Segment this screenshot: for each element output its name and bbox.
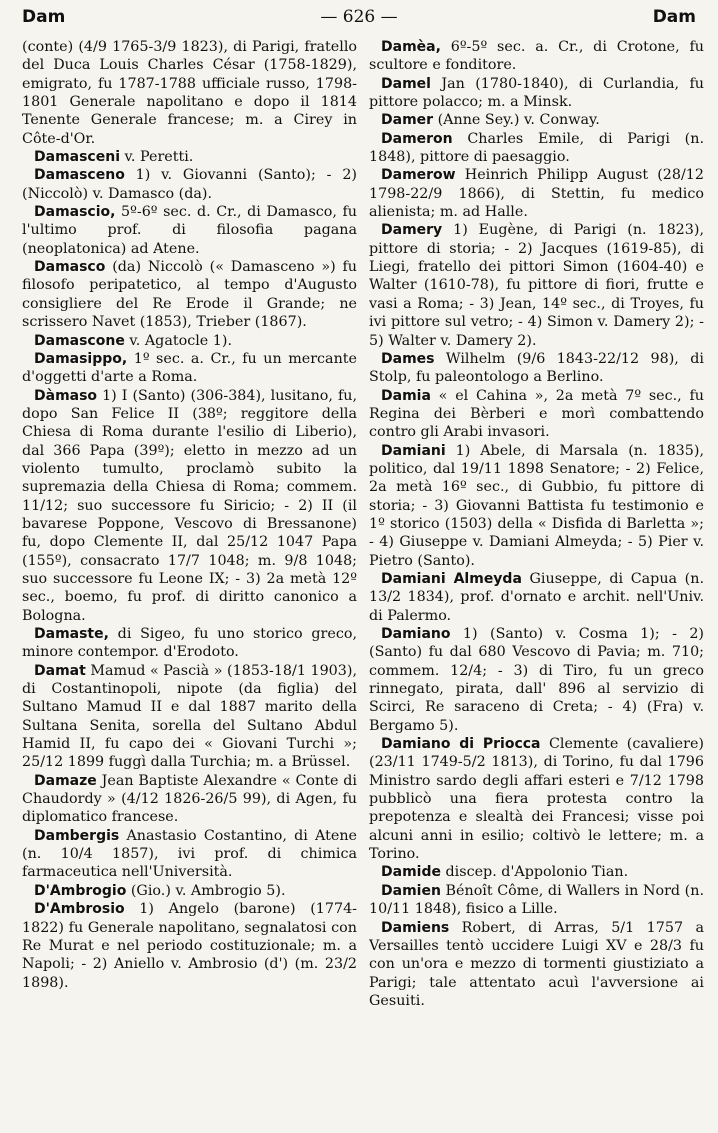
entry-text: Giuseppe, di Capua (n. 13/2 1834), prof. d'ornato e archit. nell'Univ. di Palermo.	[369, 570, 704, 624]
dictionary-entry	[22, 203, 357, 258]
dictionary-entry	[22, 387, 357, 625]
entry-text: v. Agatocle 1).	[124, 332, 232, 349]
dictionary-entry	[369, 166, 704, 221]
entry-text: 6º-5º sec. a. Cr., di Crotone, fu scultore e fonditore.	[369, 39, 704, 74]
dictionary-entry	[369, 863, 704, 881]
dictionary-entry	[369, 130, 704, 167]
entry-headword: Damien	[381, 882, 441, 899]
right-column	[369, 38, 704, 1125]
entry-text: 5º-6º sec. d. Cr., di Damasco, fu l'ultimo prof. di filosofia pagana (neoplatonica) ad Atene.	[22, 204, 357, 257]
entry-headword: Dàmaso	[34, 387, 98, 404]
entry-headword: Dambergis	[34, 827, 120, 844]
running-head-right: Dam	[652, 7, 696, 27]
entry-text: 1) (Santo) v. Cosma 1); - 2) (Santo) fu dal 680 Vescovo di Pavia; m. 710; commem. 12/4; - 3) di Tiro, fu un greco rinnegato, pirata, dall' 896 al servizio di Scirci, Re saraceno di Creta; - 4) (Fra) v. Bergamo 5).	[369, 626, 704, 734]
left-column	[22, 38, 357, 1125]
dictionary-entry	[22, 625, 357, 662]
entry-text: (Anne Sey.) v. Conway.	[433, 112, 600, 129]
entry-headword: Damaze	[34, 772, 97, 789]
dictionary-entry	[22, 38, 357, 148]
dictionary-entry	[369, 570, 704, 625]
page-header	[22, 4, 696, 30]
entry-headword: Damasceno	[34, 167, 125, 184]
dictionary-entry	[369, 111, 704, 129]
dictionary-entry	[22, 148, 357, 166]
entry-text: 1) Eugène, di Parigi (n. 1823), pittore di storia; - 2) Jacques (1619-85), di Liegi, fratello dei pittori Simon (1604-40) e Walter (1610-78), fu pittore di fiori, frutte e vasi a Roma; - 3) Jean, 14º sec., di Troyes, fu ivi pittore sul vetro; - 4) Simon v. Damery 2); - 5) Walter v. Damery 2).	[369, 222, 704, 349]
dictionary-entry	[22, 772, 357, 827]
dictionary-entry	[369, 919, 704, 1011]
entry-headword: Damasippo,	[34, 350, 128, 367]
dictionary-entry	[369, 350, 704, 387]
entry-headword: Damascone	[34, 332, 125, 349]
entry-headword: D'Ambrosio	[34, 901, 125, 918]
entry-headword: Damiani Almeyda	[381, 570, 522, 587]
entry-headword: Damery	[381, 222, 443, 239]
dictionary-entry	[22, 882, 357, 900]
dictionary-entry	[22, 827, 357, 882]
dictionary-entry	[369, 387, 704, 442]
entry-text: 1) Angelo (barone) (1774-1822) fu Generale napolitano, segnalatosi con Re Murat e nel periodo costituzionale; m. a Napoli; - 2) Aniello v. Ambrosio (d') (m. 23/2 1898).	[22, 901, 357, 991]
entry-text: discep. d'Appolonio Tian.	[440, 864, 629, 881]
running-head-left: Dam	[22, 7, 66, 27]
entry-headword: Dameron	[381, 130, 453, 147]
entry-text: Bénoît Côme, di Wallers in Nord (n. 10/11 1848), fisico a Lille.	[369, 882, 704, 918]
entry-text: Heinrich Philipp August (28/12 1798-22/9 1866), di Stettin, fu medico alienista; m. ad Halle.	[369, 167, 704, 221]
entry-text: (conte) (4/9 1765-3/9 1823), di Parigi, fratello del Duca Louis Charles César (1758-1829), emigrato, fu 1787-1788 ufficiale russo, 1798-1801 Generale napolitano e dopo il 1814 Tenente Generale francese; m. a Cirey in Côte-d'Or.	[22, 39, 357, 147]
dictionary-entry	[369, 882, 704, 919]
dictionary-entry	[22, 258, 357, 331]
entry-headword: Damasco	[34, 259, 106, 276]
entry-headword: D'Ambrogio	[34, 882, 127, 899]
entry-headword: Damat	[34, 662, 86, 679]
entry-text: Jean Baptiste Alexandre « Conte di Chaudordy » (4/12 1826-26/5 99), di Agen, fu diplomatico francese.	[22, 772, 357, 826]
dictionary-entry	[22, 332, 357, 350]
entry-headword: Damaste,	[34, 626, 109, 642]
entry-text: 1º sec. a. Cr., fu un mercante d'oggetti d'arte a Roma.	[22, 350, 357, 386]
entry-text: « el Cahina », 2a metà 7º sec., fu Regina dei Bèrberi e morì combattendo contro gli Arabi invasori.	[369, 387, 704, 441]
entry-headword: Damide	[381, 864, 441, 881]
entry-text: Clemente (cavaliere) (23/11 1749-5/2 1813), di Torino, fu dal 1796 Ministro sardo degli affari esteri e 7/12 1798 pubblicò una fiera protesta contro la prepotenza e slealtà dei Francesi; visse poi alcuni anni in esilio; coltivò le lettere; m. a Torino.	[369, 736, 704, 863]
entry-text: Mamud « Pascià » (1853-18/1 1903), di Costantinopoli, nipote (da figlia) del Sultano Mamud II e dal 1887 marito della Sultana Senita, sorella del Sultano Abdul Hamid II, fu capo dei « Giovani Turchi »; 25/12 1899 fuggì dalla Turchia; m. a Brüssel.	[22, 662, 357, 771]
entry-text: Jan (1780-1840), di Curlandia, fu pittore polacco; m. a Minsk.	[369, 75, 704, 111]
dictionary-entry	[22, 166, 357, 203]
dictionary-entry	[369, 221, 704, 349]
entry-headword: Damia	[381, 387, 431, 404]
entry-text: v. Peretti.	[120, 149, 194, 166]
entry-text: Robert, di Arras, 5/1 1757 a Versailles tentò uccidere Luigi XV e 28/3 fu con un'ora e mezzo di tormenti giustiziato a Parigi; tale attentato acuì l'avversione ai Gesuiti.	[369, 919, 704, 1009]
entry-headword: Damiani	[381, 442, 446, 459]
entry-headword: Damiano di Priocca	[381, 736, 541, 753]
entry-text: (da) Niccolò (« Damasceno ») fu filosofo peripatetico, al tempo d'Augusto consigliere del Re Erode il Grande; ne scrissero Navet (1853), Trieber (1867).	[22, 259, 357, 331]
dictionary-entry	[369, 625, 704, 735]
entry-text: Wilhelm (9/6 1843-22/12 98), di Stolp, fu paleontologo a Berlino.	[369, 350, 704, 386]
entry-headword: Damerow	[381, 167, 456, 184]
entry-text: Charles Emile, di Parigi (n. 1848), pittore di paesaggio.	[369, 130, 704, 166]
dictionary-entry	[22, 900, 357, 992]
dictionary-entry	[369, 442, 704, 570]
entry-headword: Damèa,	[381, 39, 441, 55]
dictionary-entry	[369, 38, 704, 75]
entry-headword: Dames	[381, 350, 435, 367]
entry-headword: Damascio,	[34, 204, 116, 221]
entry-headword: Damiano	[381, 626, 451, 642]
entry-text: 1) Abele, di Marsala (n. 1835), politico, dal 19/11 1898 Senatore; - 2) Felice, 2a metà 16º sec., di Gubbio, fu pittore di storia; - 3) Giovanni Battista fu testimonio e 1º storico (1503) della « Disfida di Barletta »; - 4) Giuseppe v. Damiani Almeyda; - 5) Pier v. Pietro (Santo).	[369, 442, 704, 569]
entry-text: (Gio.) v. Ambrogio 5).	[126, 882, 286, 899]
page-number: — 626 —	[320, 7, 398, 27]
dictionary-entry	[22, 662, 357, 772]
text-columns	[22, 38, 704, 1125]
dictionary-entry	[369, 735, 704, 863]
entry-headword: Damiens	[381, 919, 450, 936]
dictionary-entry	[22, 350, 357, 387]
entry-text: di Sigeo, fu uno storico greco, minore contempor. d'Erodoto.	[22, 626, 357, 661]
dictionary-entry	[369, 75, 704, 112]
entry-headword: Damer	[381, 112, 434, 129]
entry-headword: Damel	[381, 75, 431, 92]
entry-text: 1) I (Santo) (306-384), lusitano, fu, dopo San Felice II (38º; reggitore della Chiesa di Roma durante l'esilio di Liberio), dal 366 Papa (39º); eletto in mezzo ad un violento tumulto, proclamò subito la supremazia della Chiesa di Roma; commem. 11/12; suo successore fu Siricio; - 2) II (il bavarese Poppone, Vescovo di Bressanone) fu, dopo Clemente II, dal 25/12 1047 Papa (155º), consacrato 17/7 1048; m. 9/8 1048; suo successore fu Leone IX; - 3) 2a metà 12º sec., boemo, fu prof. di diritto canonico a Bologna.	[22, 387, 357, 624]
entry-text: 1) v. Giovanni (Santo); - 2) (Niccolò) v. Damasco (da).	[22, 167, 357, 202]
entry-headword: Damasceni	[34, 149, 120, 166]
entry-text: Anastasio Costantino, di Atene (n. 10/4 1857), ivi prof. di chimica farmaceutica nell'Università.	[22, 827, 357, 881]
